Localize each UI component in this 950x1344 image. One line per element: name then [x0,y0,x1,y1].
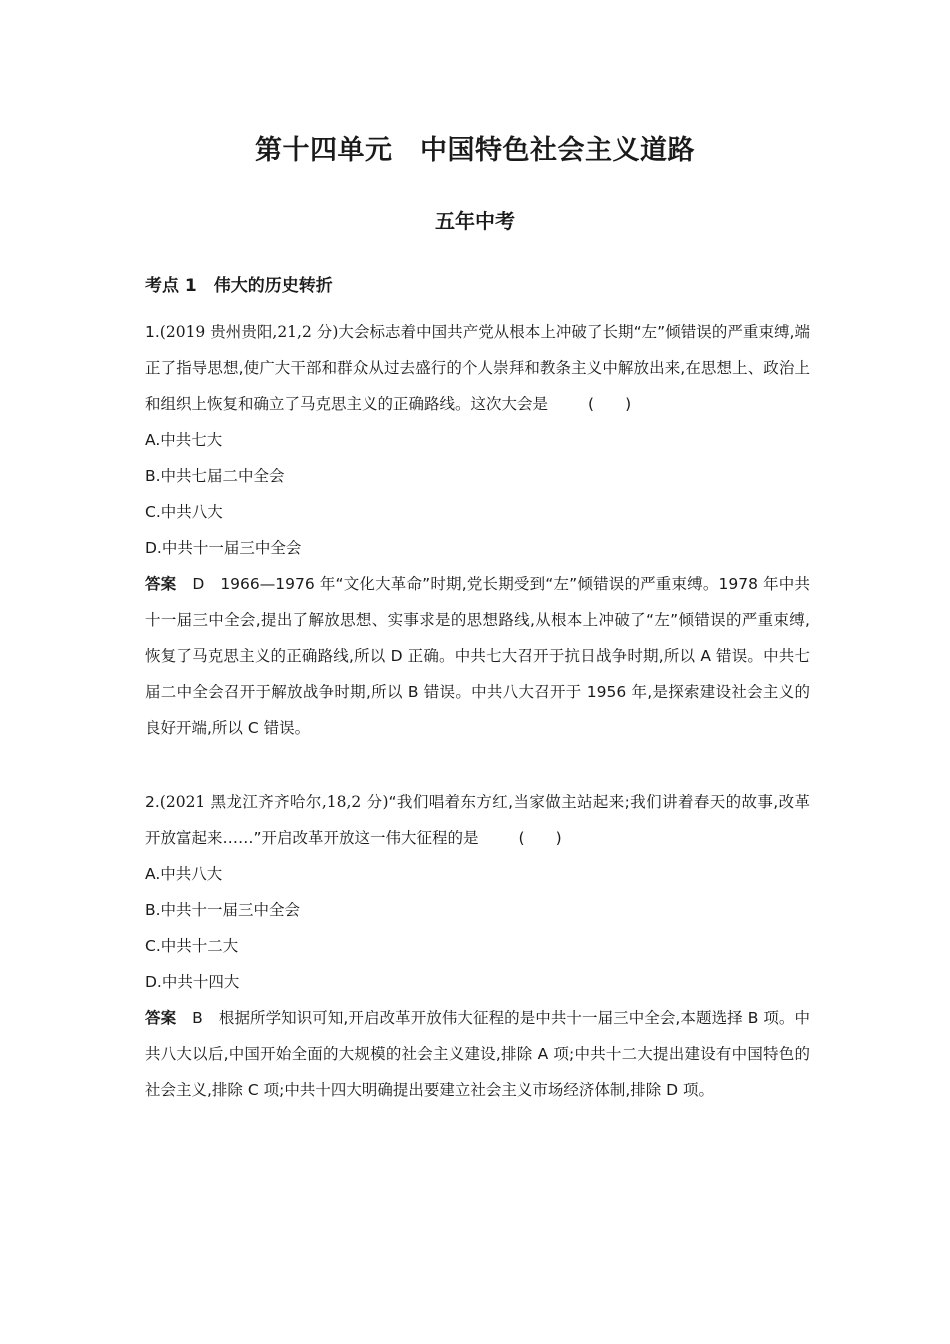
option-d: D.中共十四大 [145,973,240,991]
question-stem [145,314,810,422]
answer-explanation [145,566,810,746]
option-a: A.中共八大 [145,865,223,883]
option-d: D.中共十一届三中全会 [145,539,302,557]
answer-letter: B [192,1009,203,1027]
option-a: A.中共七大 [145,431,223,449]
unit-title: 第十四单元 中国特色社会主义道路 [255,135,695,166]
option-c: C.中共八大 [145,503,223,521]
answer-label: 答案 [145,575,177,593]
section-subtitle: 五年中考 [435,209,515,233]
question-source: (2019 贵州贵阳,21,2 分) [159,323,339,341]
answer-bracket: ( ) [588,395,632,413]
answer-label: 答案 [145,1009,177,1027]
question-source: (2021 黑龙江齐齐哈尔,18,2 分) [159,793,389,811]
question-text: “我们唱着东方红,当家做主站起来;我们讲着春天的故事,改革开放富起来……”开启改革开放这一伟大征程的是 [145,793,810,847]
explanation-text: 根据所学知识可知,开启改革开放伟大征程的是中共十一届三中全会,本题选择 B 项。中共八大以后,中国开始全面的大规模的社会主义建设,排除 A 项;中共十二大提出建设有中国特色的社会主义,排除 C 项;中共十四大明确提出要建立社会主义市场经济体制,排除 D 项。 [145,1009,810,1099]
question-text: 大会标志着中国共产党从根本上冲破了长期“左”倾错误的严重束缚,端正了指导思想,使广大干部和群众从过去盛行的个人崇拜和教条主义中解放出来,在思想上、政治上和组织上恢复和确立了马克思主义的正确路线。这次大会是 [145,323,810,413]
explanation-text: 1966—1976 年“文化大革命”时期,党长期受到“左”倾错误的严重束缚。1978 年中共十一届三中全会,提出了解放思想、实事求是的思想路线,从根本上冲破了“左”倾错误的严重束缚,恢复了马克思主义的正确路线,所以 D 正确。中共七大召开于抗日战争时期,所以 A 错误。中共七届二中全会召开于解放战争时期,所以 B 错误。中共八大召开于 1956 年,是探索建设社会主义的良好开端,所以 C 错误。 [145,575,810,737]
question-stem [145,784,810,856]
option-c: C.中共十二大 [145,937,239,955]
question-number: 1. [145,323,160,341]
answer-bracket: ( ) [518,829,562,847]
topic-heading: 考点 1 伟大的历史转折 [145,276,333,296]
answer-explanation [145,1000,810,1108]
option-b: B.中共十一届三中全会 [145,901,301,919]
option-b: B.中共七届二中全会 [145,467,285,485]
question-2 [145,784,810,1108]
question-1 [145,314,810,746]
answer-letter: D [192,575,205,593]
question-number: 2. [145,793,160,811]
